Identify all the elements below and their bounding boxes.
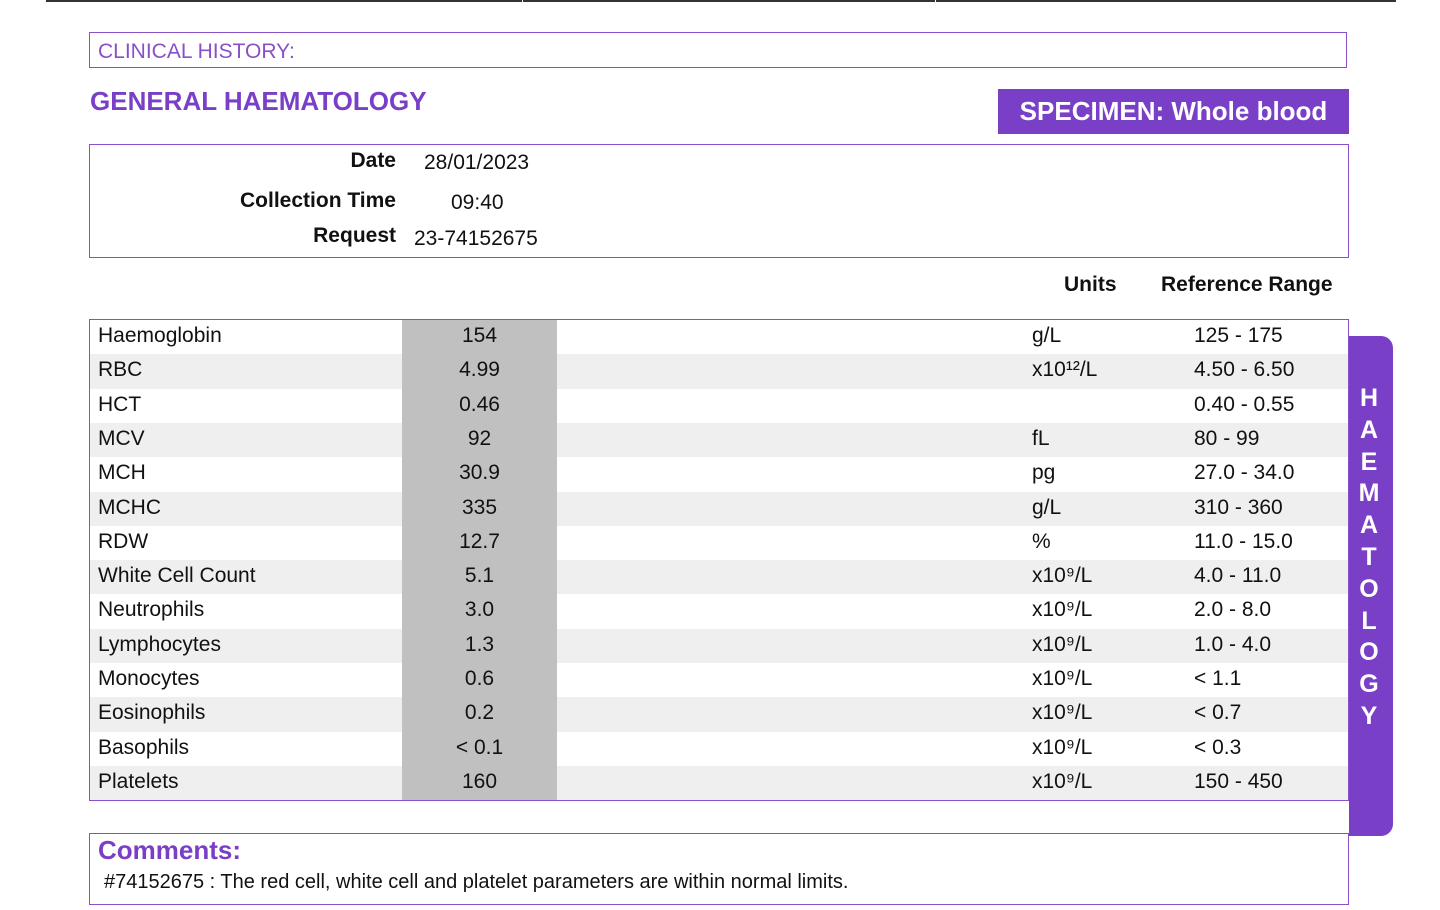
results-table [89, 319, 1349, 801]
result-unit: fL [1032, 426, 1050, 450]
table-row [90, 732, 1349, 766]
collection-time-value: 09:40 [451, 191, 504, 214]
haematology-side-tab [1349, 336, 1393, 836]
collection-time-label: Collection Time [240, 189, 396, 212]
result-unit: x10⁹/L [1032, 564, 1093, 588]
table-row [90, 492, 1349, 526]
test-name: HCT [98, 392, 142, 416]
result-unit: g/L [1032, 495, 1062, 519]
result-unit: x10⁹/L [1032, 701, 1093, 725]
test-name: Lymphocytes [98, 632, 221, 656]
test-name: MCHC [98, 495, 161, 519]
result-value: 1.3 [464, 632, 495, 656]
test-name: RBC [98, 358, 143, 382]
side-tab-letter: G [1359, 670, 1379, 699]
reference-range: 125 - 175 [1194, 324, 1283, 347]
result-unit: x10¹²/L [1032, 358, 1098, 382]
clinical-history-label: CLINICAL HISTORY: [98, 40, 295, 63]
result-value: 30.9 [459, 461, 500, 485]
test-name: Platelets [98, 769, 179, 793]
test-name: MCH [98, 461, 146, 485]
result-unit: g/L [1032, 324, 1062, 347]
date-value: 28/01/2023 [424, 151, 530, 174]
side-tab-letter: O [1359, 574, 1379, 603]
result-value: 154 [461, 324, 498, 347]
reference-range: 11.0 - 15.0 [1194, 529, 1293, 553]
top-rule-tick [935, 0, 936, 2]
reference-range: 0.40 - 0.55 [1194, 392, 1295, 416]
side-tab-letter: A [1359, 511, 1379, 540]
result-value: 3.0 [464, 598, 495, 622]
result-value: 12.7 [459, 529, 500, 553]
side-tab-label [1349, 383, 1389, 733]
table-row [90, 526, 1349, 560]
test-name: Neutrophils [98, 598, 205, 622]
section-title: GENERAL HAEMATOLOGY [90, 86, 427, 116]
result-unit: x10⁹/L [1032, 769, 1093, 793]
units-header: Units [1064, 273, 1117, 296]
result-value: 160 [461, 769, 498, 793]
table-row [90, 663, 1349, 697]
test-name: Monocytes [98, 667, 200, 690]
result-unit: % [1032, 529, 1051, 553]
test-name: Haemoglobin [98, 324, 222, 347]
table-row [90, 766, 1349, 800]
table-row [90, 457, 1349, 491]
comments-text: #74152675 : The red cell, white cell and platelet parameters are within normal limits. [104, 871, 849, 893]
result-unit: x10⁹/L [1032, 667, 1093, 690]
date-label: Date [350, 149, 396, 172]
request-info-box [89, 144, 1349, 258]
reference-range-header: Reference Range [1161, 273, 1333, 296]
clinical-history-box [89, 32, 1347, 68]
table-row [90, 354, 1349, 388]
side-tab-letter: M [1358, 479, 1380, 508]
reference-range: 4.0 - 11.0 [1194, 564, 1282, 588]
result-value: 335 [461, 495, 498, 519]
reference-range: < 0.7 [1194, 701, 1242, 725]
result-value: 92 [467, 426, 492, 450]
result-value: < 0.1 [455, 735, 504, 759]
reference-range: 310 - 360 [1194, 495, 1283, 519]
table-row [90, 560, 1349, 594]
side-tab-letter: L [1361, 606, 1377, 635]
test-name: MCV [98, 426, 145, 450]
side-tab-letter: T [1361, 542, 1377, 571]
reference-range: 80 - 99 [1194, 426, 1260, 450]
table-row [90, 697, 1349, 731]
top-rule-tick [522, 0, 523, 2]
result-unit: x10⁹/L [1032, 735, 1093, 759]
result-value: 4.99 [459, 358, 500, 382]
table-row [90, 389, 1349, 423]
test-name: Basophils [98, 735, 190, 759]
specimen-badge: SPECIMEN: Whole blood [998, 89, 1349, 134]
test-name: White Cell Count [98, 564, 256, 588]
top-rule [46, 0, 1396, 2]
table-row [90, 320, 1349, 354]
comments-title: Comments: [98, 835, 242, 865]
side-tab-letter: H [1359, 384, 1379, 412]
reference-range: 27.0 - 34.0 [1194, 461, 1295, 485]
comments-box [89, 833, 1349, 905]
side-tab-letter: A [1359, 415, 1379, 444]
reference-range: 150 - 450 [1194, 769, 1283, 793]
side-tab-letter: E [1360, 447, 1378, 476]
reference-range: < 0.3 [1194, 735, 1242, 759]
result-value: 0.46 [459, 392, 500, 416]
result-unit: pg [1032, 461, 1056, 485]
result-value: 0.2 [464, 701, 495, 725]
test-name: Eosinophils [98, 701, 206, 725]
result-value: 0.6 [464, 667, 495, 690]
side-tab-letter: O [1359, 638, 1379, 667]
side-tab-letter: Y [1360, 701, 1378, 730]
reference-range: 2.0 - 8.0 [1194, 598, 1272, 622]
result-value: 5.1 [464, 564, 495, 588]
request-value: 23-74152675 [414, 227, 538, 250]
table-row [90, 423, 1349, 457]
result-unit: x10⁹/L [1032, 632, 1093, 656]
table-row [90, 594, 1349, 628]
test-name: RDW [98, 529, 149, 553]
reference-range: 4.50 - 6.50 [1194, 358, 1295, 382]
request-label: Request [313, 224, 396, 247]
table-row [90, 629, 1349, 663]
result-unit: x10⁹/L [1032, 598, 1093, 622]
reference-range: < 1.1 [1194, 667, 1242, 690]
reference-range: 1.0 - 4.0 [1194, 632, 1272, 656]
